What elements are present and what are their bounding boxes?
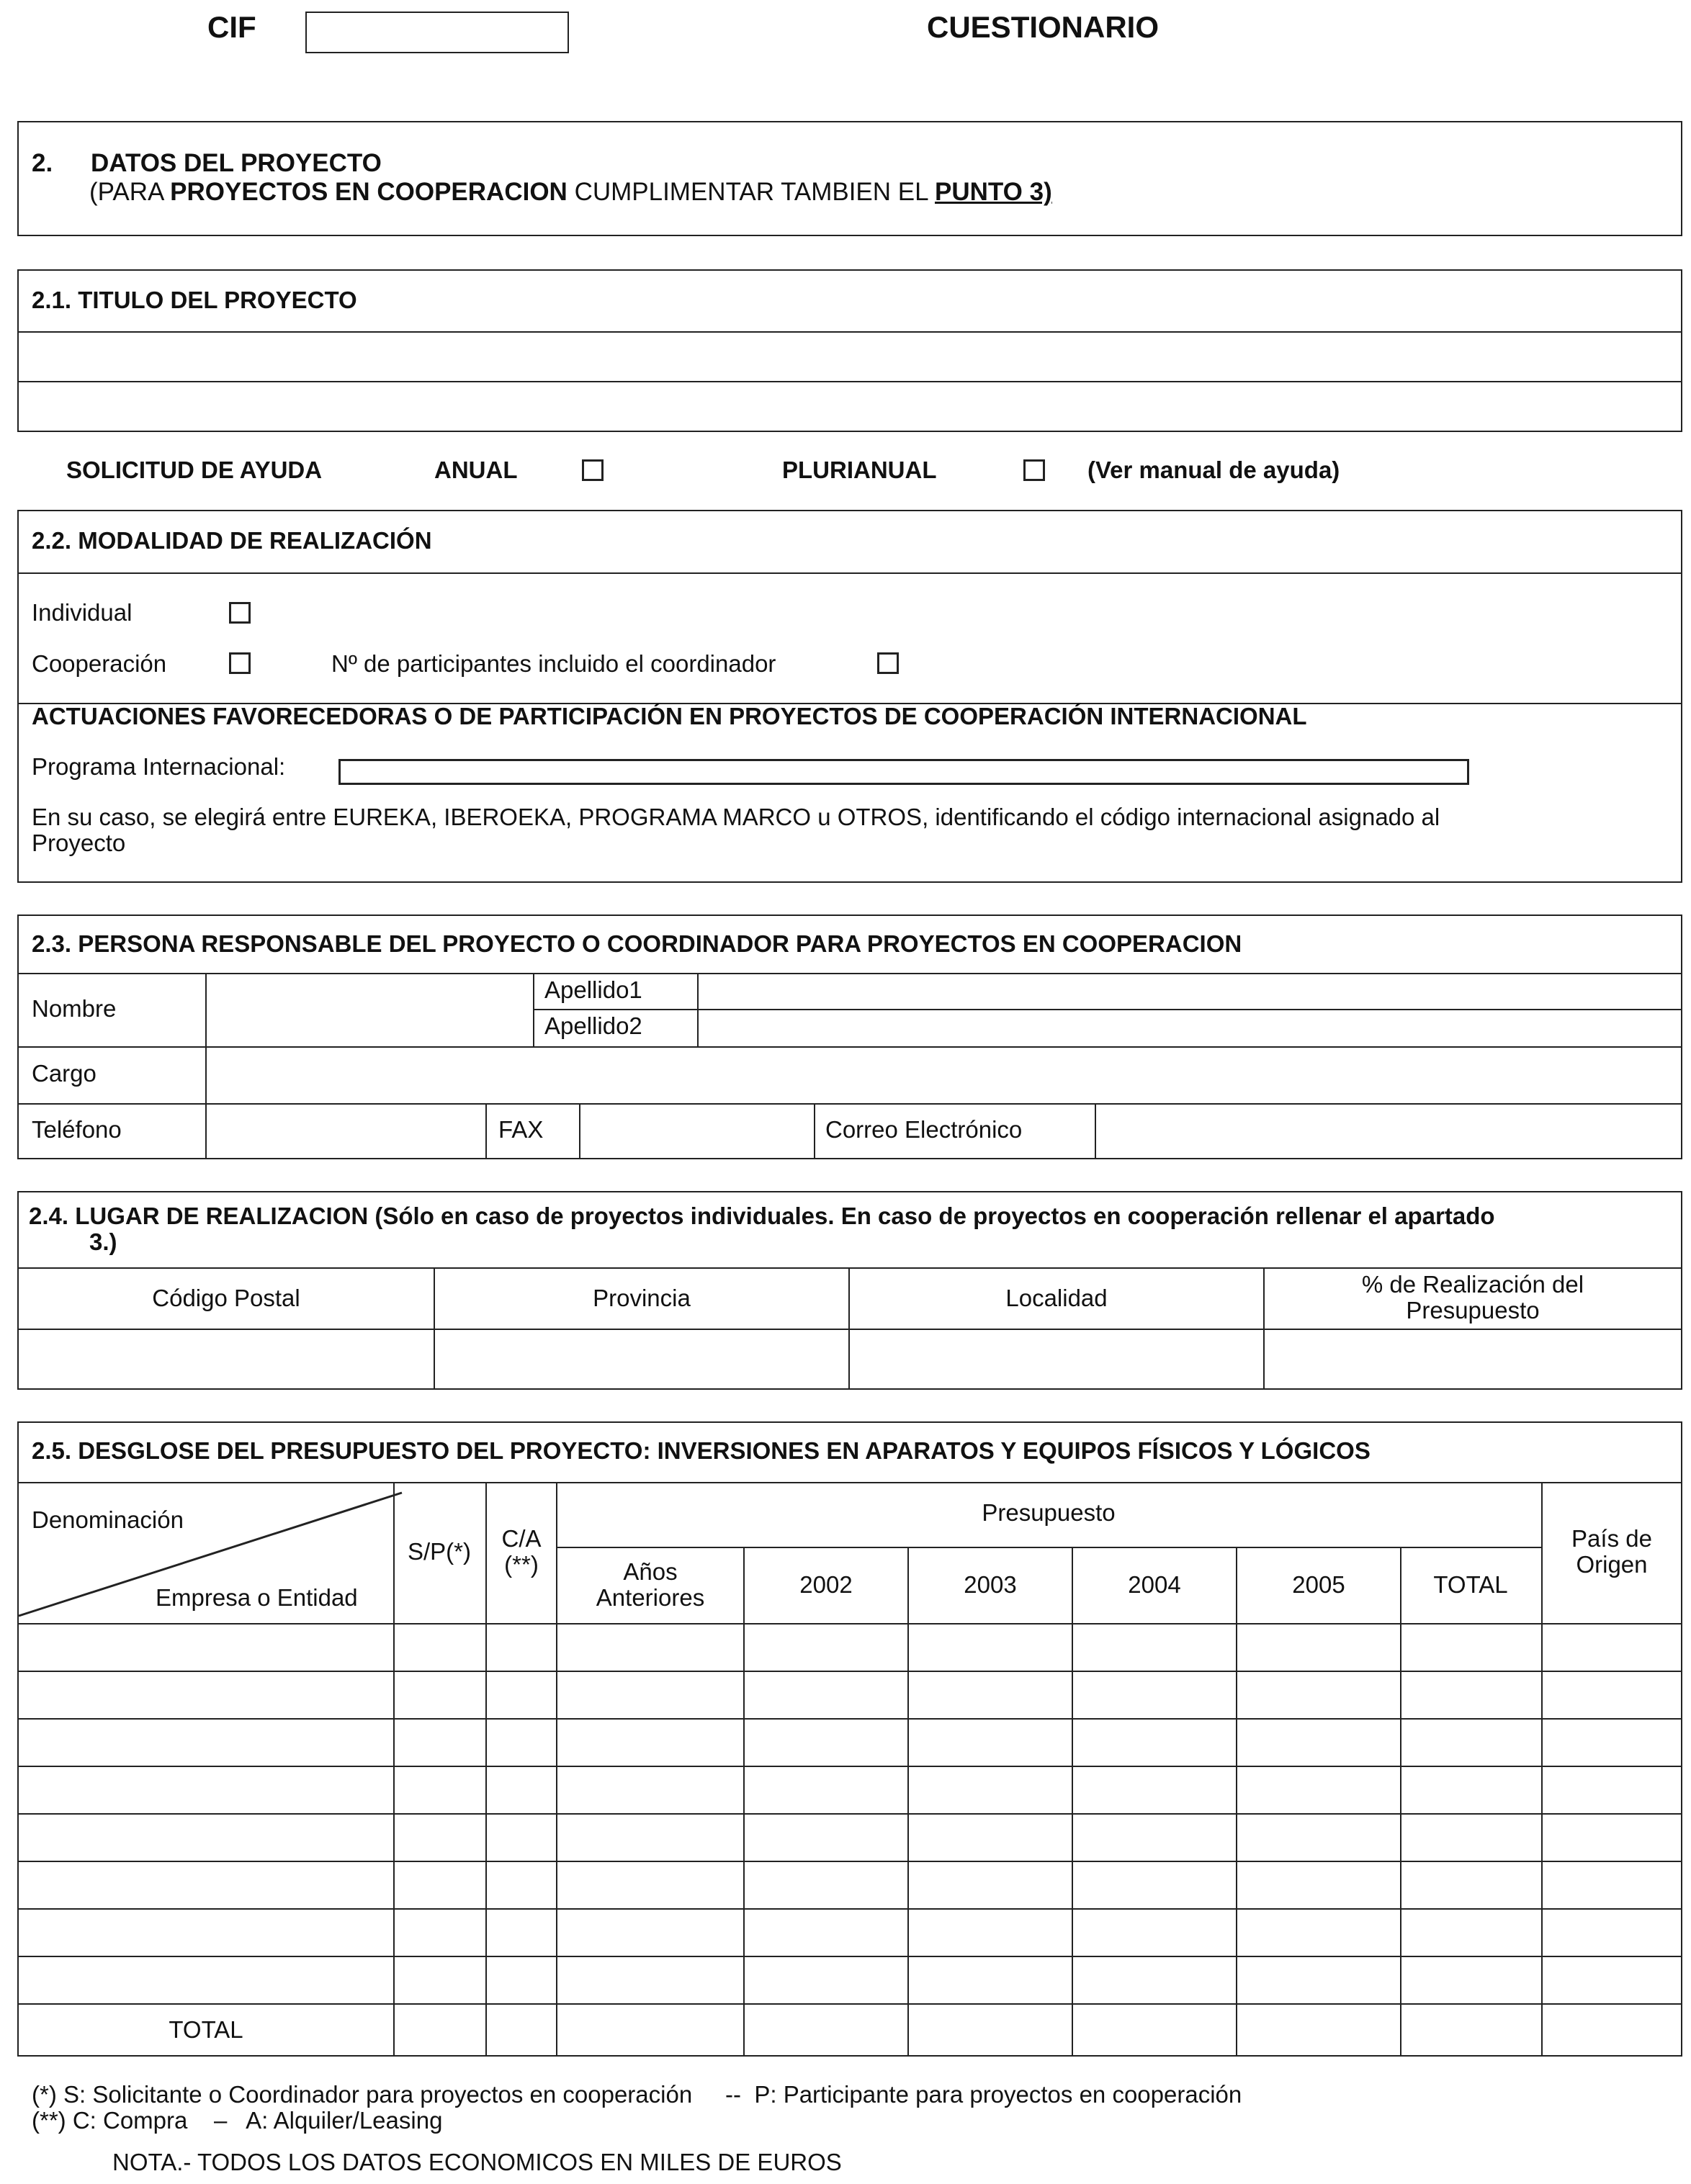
year-2002-header: 2002 (799, 1571, 853, 1598)
section-25-title: 2.5. DESGLOSE DEL PRESUPUESTO DEL PROYECTO: INVERSIONES EN APARATOS Y EQUIPOS FÍSICOS Y LÓGICOS (32, 1437, 1371, 1464)
titulo-line-1[interactable] (19, 333, 1681, 380)
correo-field[interactable] (1096, 1105, 1681, 1158)
col-porcentaje-line-2: Presupuesto (1406, 1297, 1540, 1324)
participantes-label: Nº de participantes incluido el coordinador (331, 650, 776, 677)
table-row[interactable] (19, 1624, 1681, 1671)
programa-input[interactable] (338, 759, 1469, 785)
cooperacion-checkbox[interactable] (229, 652, 251, 674)
divider (556, 1547, 1541, 1548)
anual-checkbox[interactable] (582, 459, 604, 481)
programa-label: Programa Internacional: (32, 753, 286, 780)
cif-input[interactable] (305, 12, 569, 53)
individual-checkbox[interactable] (229, 602, 251, 624)
fax-field[interactable] (580, 1105, 812, 1158)
section-2-number: 2. (32, 149, 53, 177)
porcentaje-field[interactable] (1265, 1330, 1681, 1388)
actuaciones-heading: ACTUACIONES FAVORECEDORAS O DE PARTICIPACIÓN EN PROYECTOS DE COOPERACIÓN INTERNACIONAL (32, 703, 1307, 729)
ca-header-line-2: (**) (504, 1551, 539, 1578)
table-row[interactable] (19, 1957, 1681, 2003)
table-row[interactable] (19, 1767, 1681, 1813)
cif-label: CIF (207, 10, 256, 44)
nombre-label: Nombre (32, 995, 117, 1022)
pais-header-line-2: Origen (1576, 1551, 1648, 1578)
section-24-title-line-2: 3.) (89, 1228, 117, 1255)
year-2005-header: 2005 (1292, 1571, 1345, 1598)
plurianual-checkbox[interactable] (1023, 459, 1045, 481)
telefono-field[interactable] (207, 1105, 485, 1158)
anos-header-line-2: Anteriores (596, 1584, 705, 1611)
correo-label: Correo Electrónico (825, 1116, 1023, 1143)
anos-header-line-1: Años (623, 1558, 678, 1585)
col-porcentaje-line-1: % de Realización del (1361, 1271, 1584, 1298)
cooperacion-label: Cooperación (32, 650, 167, 677)
year-2004-header: 2004 (1128, 1571, 1181, 1598)
year-2003-header: 2003 (964, 1571, 1017, 1598)
divider (205, 973, 207, 1159)
apellido1-label: Apellido1 (544, 976, 642, 1003)
divider (485, 1103, 487, 1159)
total-row-label: TOTAL (169, 2016, 243, 2043)
apellido2-field[interactable] (699, 1010, 1681, 1045)
solicitud-label: SOLICITUD DE AYUDA (66, 457, 323, 483)
plurianual-label: PLURIANUAL (782, 457, 937, 483)
codigo-postal-field[interactable] (19, 1330, 434, 1388)
footnote-ca: (**) C: Compra – A: Alquiler/Leasing (32, 2107, 443, 2134)
telefono-label: Teléfono (32, 1116, 122, 1143)
denominacion-label: Denominación (32, 1506, 184, 1533)
anual-label: ANUAL (434, 457, 518, 483)
punto-3-link[interactable]: PUNTO 3) (935, 178, 1052, 206)
pais-header-line-1: País de (1571, 1525, 1652, 1552)
nombre-field[interactable] (207, 974, 533, 1045)
section-22-title: 2.2. MODALIDAD DE REALIZACIÓN (32, 527, 432, 554)
divider (17, 572, 1682, 574)
individual-label: Individual (32, 599, 133, 626)
localidad-field[interactable] (850, 1330, 1263, 1388)
divider (17, 1267, 1682, 1269)
section-21-title: 2.1. TITULO DEL PROYECTO (32, 287, 357, 313)
participantes-checkbox[interactable] (877, 652, 899, 674)
presupuesto-header: Presupuesto (982, 1499, 1116, 1526)
page-title: CUESTIONARIO (927, 10, 1160, 44)
table-row[interactable] (19, 1862, 1681, 1908)
divider (814, 1103, 815, 1159)
sp-header: S/P(*) (407, 1538, 471, 1565)
apellido2-label: Apellido2 (544, 1012, 642, 1039)
programa-note-line-1: En su caso, se elegirá entre EUREKA, IBEROEKA, PROGRAMA MARCO u OTROS, identificando el código internacional asignado al (32, 804, 1440, 830)
titulo-line-2[interactable] (19, 382, 1681, 431)
col-localidad: Localidad (1005, 1285, 1108, 1311)
nota-text: NOTA.- TODOS LOS DATOS ECONOMICOS EN MILES DE EUROS (112, 2149, 842, 2175)
apellido1-field[interactable] (699, 974, 1681, 1009)
table-row[interactable] (19, 1672, 1681, 1718)
cargo-field[interactable] (207, 1048, 1681, 1102)
section-2-title: DATOS DEL PROYECTO (91, 149, 382, 177)
table-row[interactable] (19, 1815, 1681, 1861)
programa-note-line-2: Proyecto (32, 830, 126, 856)
fax-label: FAX (498, 1116, 544, 1143)
col-codigo-postal: Código Postal (152, 1285, 300, 1311)
section-24-title-line-1: 2.4. LUGAR DE REALIZACION (Sólo en caso de proyectos individuales. En caso de proyectos en cooperación rellenar el apartado (29, 1203, 1495, 1229)
divider (17, 2003, 1682, 2005)
col-provincia: Provincia (593, 1285, 691, 1311)
section-2-subtitle: (PARA PROYECTOS EN COOPERACION CUMPLIMENTAR TAMBIEN EL PUNTO 3) (89, 178, 1052, 206)
provincia-field[interactable] (435, 1330, 848, 1388)
ca-header-line-1: C/A (501, 1525, 542, 1552)
manual-note: (Ver manual de ayuda) (1087, 457, 1340, 483)
footnote-sp: (*) S: Solicitante o Coordinador para proyectos en cooperación -- P: Participante para proyectos en cooperación (32, 2081, 1242, 2108)
cargo-label: Cargo (32, 1060, 97, 1087)
total-col-header: TOTAL (1433, 1571, 1508, 1598)
table-row[interactable] (19, 1720, 1681, 1766)
section-23-title: 2.3. PERSONA RESPONSABLE DEL PROYECTO O COORDINADOR PARA PROYECTOS EN COOPERACION (32, 930, 1242, 957)
empresa-label: Empresa o Entidad (156, 1584, 358, 1611)
table-row[interactable] (19, 1910, 1681, 1956)
